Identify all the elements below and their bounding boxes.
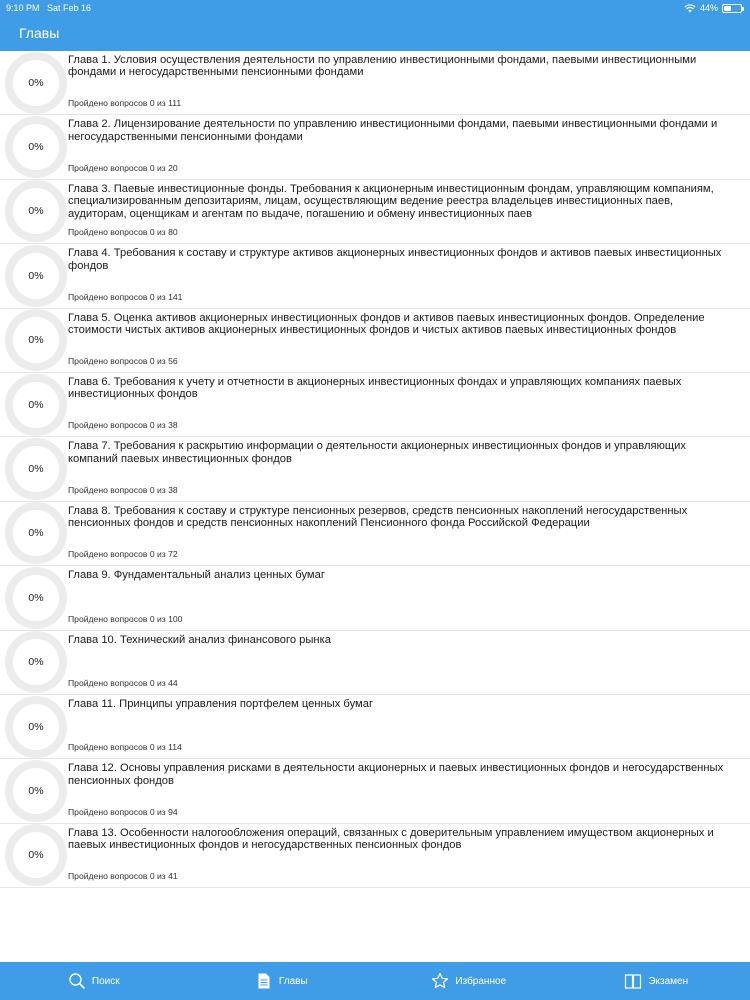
search-icon [68,972,86,990]
progress-percent: 0% [28,269,44,282]
progress-ring [5,824,67,886]
battery-percent: 44% [699,3,718,13]
chapter-progress-text: Пройдено вопросов 0 из 111 [68,98,182,109]
chapter-progress-text: Пройдено вопросов 0 из 38 [68,420,178,431]
tab-chapters[interactable] [188,962,376,1000]
chapter-title: Глава 13. Особенности налогообложения операций, связанных с доверительным управлением имуществом акционерных и паевых инвестиционных фондов и негосударственных пенсионных фондов [68,826,714,852]
tab-exam-label: Экзамен [648,975,689,987]
tab-search-label: Поиск [91,975,120,987]
progress-ring [5,502,67,564]
chapter-progress-text: Пройдено вопросов 0 из 20 [68,162,178,173]
tab-favorites[interactable] [375,962,563,1000]
chapter-progress-text: Пройдено вопросов 0 из 94 [68,806,178,817]
progress-ring [5,245,67,307]
progress-percent: 0% [28,591,44,604]
chapter-title: Глава 11. Принципы управления портфелем ценных бумаг [68,697,374,710]
chapter-title: Глава 9. Фундаментальный анализ ценных бумаг [68,569,325,582]
chapter-row[interactable] [0,759,750,823]
chapter-row[interactable] [0,695,750,759]
progress-percent: 0% [28,849,44,862]
document-icon [255,972,273,990]
progress-ring [5,52,67,114]
chapter-progress-text: Пройдено вопросов 0 из 100 [68,613,183,624]
chapter-row[interactable] [0,115,750,179]
progress-percent: 0% [28,463,44,476]
chapter-title: Глава 5. Оценка активов акционерных инвестиционных фондов и активов паевых инвестиционных фондов. Определение стоимости чистых активов акционерных инвестиционных фондов и чистых активов паевых инвестиционных фондов [68,311,705,336]
chapter-progress-text: Пройдено вопросов 0 из 44 [68,677,178,688]
chapter-title: Глава 8. Требования к составу и структуре пенсионных резервов, средств пенсионных накоплений негосударственных пенсионных фондов и средств пенсионных накоплений Пенсионного фонда Российской Федерации [68,504,688,530]
status-time: 9:10 PM [6,3,40,13]
progress-ring [5,567,67,629]
chapter-title: Глава 6. Требования к учету и отчетности в акционерных инвестиционных фондах и управляющих компаниях паевых инвестиционных фондов [68,375,682,401]
progress-percent: 0% [28,334,44,347]
progress-percent: 0% [28,527,44,540]
wifi-icon [684,4,696,13]
chapter-title: Глава 3. Паевые инвестиционные фонды. Требования к акционерным инвестиционным фондам, управляющим компаниям, специализированным депозитариям, лицам, осуществляющим ведение реестра владельцев инвестиционных паев, аудиторам, оценщикам и агентам по выдаче, погашению и обмену инвестиционных паев [68,182,714,220]
tab-bar [0,962,750,1000]
chapter-row[interactable] [0,180,750,244]
progress-ring [5,180,67,242]
chapter-row[interactable] [0,437,750,501]
navigation-bar [0,0,750,51]
chapter-progress-text: Пройдено вопросов 0 из 72 [68,549,178,560]
tab-search[interactable] [0,962,188,1000]
progress-ring [5,116,67,178]
chapter-row[interactable] [0,309,750,373]
chapter-title: Глава 7. Требования к раскрытию информации о деятельности акционерных инвестиционных фондов и управляющих компаний паевых инвестиционных фондов [68,440,686,465]
progress-percent: 0% [28,141,44,154]
progress-ring [5,309,67,371]
book-icon [624,972,642,990]
chapter-title: Глава 10. Технический анализ финансового рынка [68,633,331,646]
chapter-progress-text: Пройдено вопросов 0 из 141 [68,291,183,302]
chapter-row[interactable] [0,51,750,115]
chapter-title: Глава 12. Основы управления рисками в деятельности акционерных и паевых инвестиционных фондов и негосударственных пенсионных фондов [68,762,724,787]
progress-ring [5,374,67,436]
status-indicators [684,3,742,13]
star-icon [431,972,449,990]
chapter-row[interactable] [0,244,750,308]
page-title: Главы [19,25,60,41]
chapter-list [0,51,750,888]
chapter-row[interactable] [0,824,750,888]
progress-percent: 0% [28,656,44,669]
chapter-progress-text: Пройдено вопросов 0 из 56 [68,355,178,366]
chapter-progress-text: Пройдено вопросов 0 из 80 [68,227,178,238]
chapter-row[interactable] [0,502,750,566]
chapter-title: Глава 4. Требования к составу и структуре активов акционерных инвестиционных фондов и активов паевых инвестиционных фондов [68,247,722,272]
progress-percent: 0% [28,720,44,733]
chapter-progress-text: Пройдено вопросов 0 из 41 [68,871,178,882]
chapter-title: Глава 2. Лицензирование деятельности по управлению инвестиционными фондами, паевыми инвестиционными фондами и негосударственными пенсионными фондами [68,118,718,143]
progress-ring [5,696,67,758]
progress-ring [5,631,67,693]
progress-percent: 0% [28,205,44,218]
chapter-title: Глава 1. Условия осуществления деятельности по управлению инвестиционными фондами, паевыми инвестиционными фондами и негосударственными пенсионными фондами [68,54,697,79]
battery-icon [722,4,742,13]
progress-percent: 0% [28,76,44,89]
chapter-row[interactable] [0,566,750,630]
status-date: Sat Feb 16 [47,3,92,13]
status-bar [0,3,750,15]
tab-favorites-label: Избранное [455,975,507,987]
chapter-row[interactable] [0,373,750,437]
chapter-progress-text: Пройдено вопросов 0 из 114 [68,742,182,753]
progress-percent: 0% [28,398,44,411]
tab-chapters-label: Главы [278,975,308,987]
chapter-progress-text: Пройдено вопросов 0 из 38 [68,484,178,495]
progress-ring [5,760,67,822]
progress-ring [5,438,67,500]
progress-percent: 0% [28,784,44,797]
chapter-row[interactable] [0,631,750,695]
tab-exam[interactable] [563,962,750,1000]
